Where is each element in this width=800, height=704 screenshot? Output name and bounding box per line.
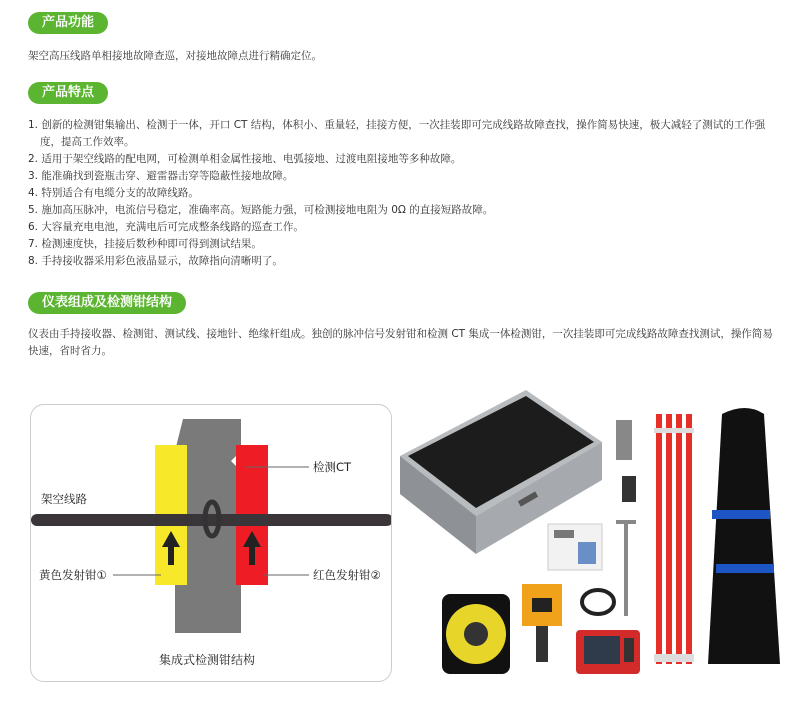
composition-text: 仪表由手持接收器、检测钳、测试线、接地针、绝缘杆组成。独创的脉冲信号发射钳和检测 CT 集成一体检测钳，一次挂装即可完成线路故障查找测试，操作简易快速，省时省力。 <box>28 328 773 357</box>
yellow-clamp-label: 黄色发射钳① <box>39 568 107 582</box>
red-clamp-label: 红色发射钳② <box>313 568 381 582</box>
handheld-receiver <box>576 630 640 674</box>
list-item: 2. 适用于架空线路的配电网，可检测单相金属性接地、电弧接地、过渡电阻接地等多种故障。 <box>28 153 462 165</box>
ct-label: 检测CT <box>313 460 352 474</box>
product-photo <box>398 384 790 684</box>
list-item: 5. 施加高压脉冲，电流信号稳定，准确率高。短路能力强，可检测接地电阻为 0Ω 的直接短路故障。 <box>28 204 494 216</box>
ground-rod <box>624 520 628 616</box>
section-title-composition: 仪表组成及检测钳结构 <box>28 292 186 314</box>
product-kit-illustration <box>398 384 790 684</box>
detection-clamp-device <box>522 584 562 662</box>
list-item: 1. 创新的检测钳集输出、检测于一体，开口 CT 结构，体积小、重量轻，挂接方便，一次挂装即可完成线路故障查找，操作简易快速，极大减轻了测试的工作强度，提高工作效率。 <box>28 119 766 148</box>
connector-part <box>622 476 636 502</box>
line-label: 架空线路 <box>41 492 87 506</box>
section-title-features: 产品特点 <box>28 82 108 104</box>
list-item: 8. 手持接收器采用彩色液晶显示，故障指向清晰明了。 <box>28 255 283 267</box>
list-item: 4. 特别适合有电缆分支的故障线路。 <box>28 187 199 199</box>
cable-reel <box>442 594 510 674</box>
section-title-function: 产品功能 <box>28 12 108 34</box>
list-item: 7. 检测速度快，挂接后数秒种即可得到测试结果。 <box>28 238 262 250</box>
diagram-caption: 集成式检测钳结构 <box>159 653 256 667</box>
hook-part <box>616 420 632 460</box>
clamp-diagram-graphic <box>31 405 392 682</box>
test-cable <box>582 590 614 614</box>
list-item: 3. 能准确找到瓷瓶击穿、避雷器击穿等隐蔽性接地故障。 <box>28 170 294 182</box>
overhead-line <box>31 514 392 526</box>
function-text: 架空高压线路单相接地故障查巡，对接地故障点进行精确定位。 <box>28 50 322 62</box>
insulating-rods <box>654 414 694 664</box>
rod-bag <box>708 408 780 664</box>
feature-list <box>28 117 778 270</box>
list-item: 6. 大容量充电电池，充满电后可完成整条线路的巡查工作。 <box>28 221 304 233</box>
clamp-structure-diagram <box>30 404 392 682</box>
